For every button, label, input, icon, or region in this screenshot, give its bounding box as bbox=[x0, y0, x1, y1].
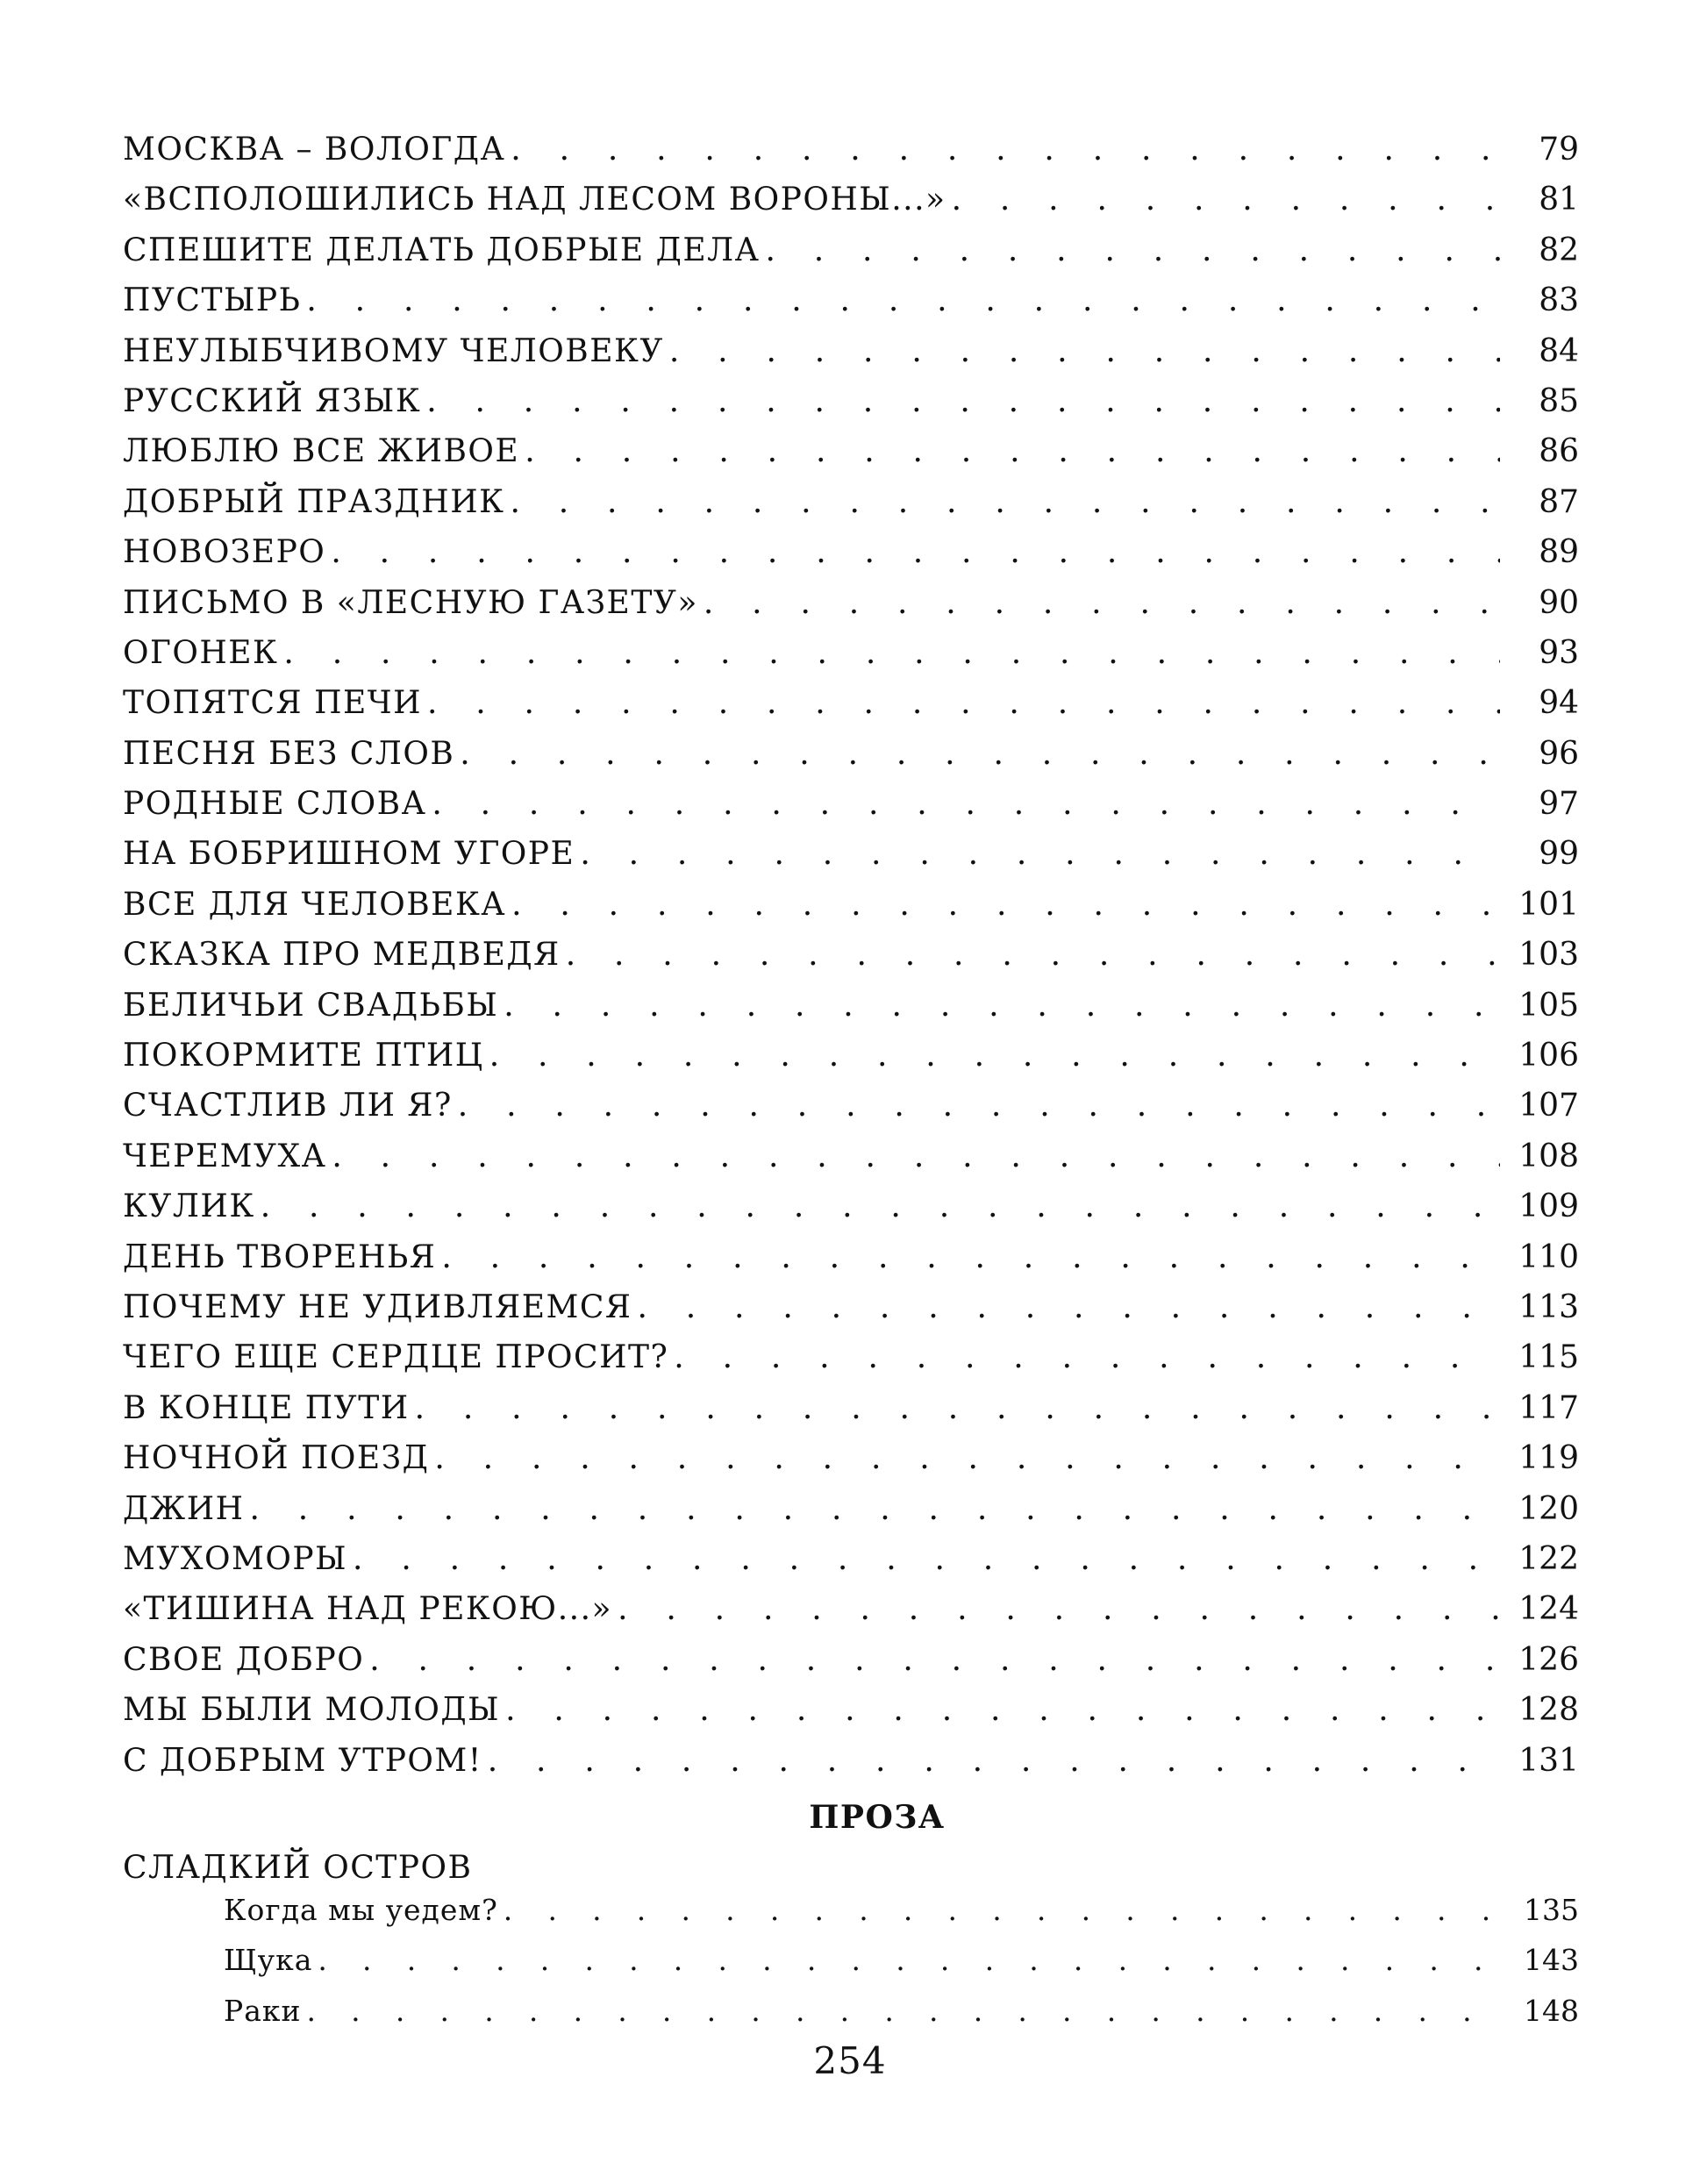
toc-entry bbox=[123, 1491, 1579, 1541]
entry-page-number: 83 bbox=[1539, 282, 1579, 319]
toc-entry bbox=[123, 484, 1579, 534]
entry-title: НЕУЛЫБЧИВОМУ ЧЕЛОВЕКУ bbox=[123, 332, 664, 369]
dot-leader bbox=[369, 1642, 1500, 1678]
entry-page-number: 143 bbox=[1524, 1943, 1579, 1978]
toc-entry bbox=[123, 232, 1579, 282]
entry-page-number: 103 bbox=[1518, 937, 1579, 974]
toc-entry bbox=[123, 1943, 1579, 1993]
entry-page-number: 90 bbox=[1539, 584, 1579, 621]
entry-title: ПЕСНЯ БЕЗ СЛОВ bbox=[123, 735, 455, 772]
toc-entry bbox=[123, 1591, 1579, 1641]
entry-title: СВОЕ ДОБРО bbox=[123, 1641, 365, 1678]
toc-entry bbox=[123, 1239, 1579, 1289]
entry-page-number: 109 bbox=[1518, 1188, 1579, 1225]
entry-page-number: 117 bbox=[1518, 1389, 1579, 1426]
entry-title: В КОНЦЕ ПУТИ bbox=[123, 1389, 410, 1426]
entry-page-number: 81 bbox=[1539, 182, 1579, 218]
toc-entry bbox=[123, 182, 1579, 232]
dot-leader bbox=[489, 1038, 1500, 1074]
entry-page-number: 87 bbox=[1539, 483, 1579, 520]
entry-page-number: 93 bbox=[1539, 634, 1579, 671]
entry-title: Когда мы уедем? bbox=[224, 1892, 498, 1927]
dot-leader bbox=[331, 534, 1500, 570]
dot-leader bbox=[704, 585, 1500, 621]
entry-title: СКАЗКА ПРО МЕДВЕДЯ bbox=[123, 937, 561, 974]
entry-title: ЧЕГО ЕЩЕ СЕРДЦЕ ПРОСИТ? bbox=[123, 1339, 669, 1376]
entry-page-number: 108 bbox=[1518, 1138, 1579, 1174]
entry-title: ДЕНЬ ТВОРЕНЬЯ bbox=[123, 1238, 437, 1275]
toc-list bbox=[123, 132, 1579, 1793]
toc-entry bbox=[123, 1692, 1579, 1742]
entry-page-number: 131 bbox=[1518, 1742, 1579, 1779]
toc-entry bbox=[123, 1994, 1579, 2044]
dot-leader bbox=[426, 383, 1500, 419]
dot-leader bbox=[306, 282, 1500, 318]
dot-leader bbox=[511, 887, 1500, 923]
entry-page-number: 84 bbox=[1539, 332, 1579, 369]
entry-page-number: 94 bbox=[1539, 685, 1579, 722]
dot-leader bbox=[250, 1491, 1500, 1527]
entry-title: МУХОМОРЫ bbox=[123, 1540, 348, 1577]
entry-page-number: 97 bbox=[1539, 786, 1579, 823]
entry-page-number: 79 bbox=[1539, 132, 1579, 168]
entry-title: ТОПЯТСЯ ПЕЧИ bbox=[123, 685, 422, 722]
table-of-contents bbox=[123, 132, 1579, 2044]
page-number: 254 bbox=[813, 2039, 887, 2082]
entry-page-number: 128 bbox=[1518, 1692, 1579, 1729]
toc-entry bbox=[123, 1440, 1579, 1490]
toc-entry bbox=[123, 1289, 1579, 1339]
toc-entry bbox=[123, 988, 1579, 1038]
entry-page-number: 110 bbox=[1518, 1238, 1579, 1275]
dot-leader bbox=[669, 333, 1500, 369]
dot-leader bbox=[283, 635, 1500, 671]
dot-leader bbox=[504, 1893, 1500, 1927]
dot-leader bbox=[952, 182, 1500, 218]
entry-title: «ТИШИНА НАД РЕКОЮ...» bbox=[123, 1591, 613, 1628]
entry-title: НОВОЗЕРО bbox=[123, 534, 326, 571]
entry-title: РОДНЫЕ СЛОВА bbox=[123, 786, 427, 823]
dot-leader bbox=[511, 132, 1500, 168]
toc-entry bbox=[123, 1642, 1579, 1692]
dot-leader bbox=[434, 1440, 1500, 1476]
toc-entry bbox=[123, 635, 1579, 685]
dot-leader bbox=[432, 786, 1500, 822]
group-title: СЛАДКИЙ ОСТРОВ bbox=[123, 1849, 473, 1886]
entry-title: С ДОБРЫМ УТРОМ! bbox=[123, 1742, 482, 1779]
toc-entry bbox=[123, 1138, 1579, 1188]
toc-entry bbox=[123, 1743, 1579, 1793]
toc-entry bbox=[123, 1893, 1579, 1943]
entry-page-number: 82 bbox=[1539, 232, 1579, 268]
dot-leader bbox=[674, 1339, 1500, 1375]
entry-title: РУССКИЙ ЯЗЫК bbox=[123, 382, 422, 419]
entry-page-number: 120 bbox=[1518, 1490, 1579, 1527]
entry-page-number: 126 bbox=[1518, 1641, 1579, 1678]
entry-title: НА БОБРИШНОМ УГОРЕ bbox=[123, 836, 575, 873]
entry-title: СПЕШИТЕ ДЕЛАТЬ ДОБРЫЕ ДЕЛА bbox=[123, 232, 761, 268]
entry-page-number: 119 bbox=[1518, 1440, 1579, 1477]
entry-title: ЛЮБЛЮ ВСЕ ЖИВОЕ bbox=[123, 433, 520, 470]
toc-entry bbox=[123, 1541, 1579, 1591]
entry-title: ОГОНЕК bbox=[123, 634, 279, 671]
toc-entry bbox=[123, 887, 1579, 937]
entry-page-number: 101 bbox=[1518, 886, 1579, 923]
dot-leader bbox=[318, 1943, 1500, 1977]
toc-entry bbox=[123, 786, 1579, 836]
toc-entry bbox=[123, 1088, 1579, 1138]
dot-leader bbox=[525, 433, 1500, 469]
entry-page-number: 113 bbox=[1518, 1288, 1579, 1325]
entry-page-number: 85 bbox=[1539, 382, 1579, 419]
dot-leader bbox=[458, 1088, 1500, 1124]
entry-title: ВСЕ ДЛЯ ЧЕЛОВЕКА bbox=[123, 886, 507, 923]
dot-leader bbox=[415, 1390, 1500, 1426]
toc-entry bbox=[123, 836, 1579, 886]
entry-title: НОЧНОЙ ПОЕЗД bbox=[123, 1440, 430, 1477]
toc-entry bbox=[123, 1390, 1579, 1440]
entry-title: МОСКВА – ВОЛОГДА bbox=[123, 132, 506, 168]
entry-title: ПУСТЫРЬ bbox=[123, 282, 302, 319]
toc-entry bbox=[123, 1038, 1579, 1088]
dot-leader bbox=[580, 836, 1500, 872]
toc-entry bbox=[123, 736, 1579, 786]
dot-leader bbox=[261, 1188, 1500, 1224]
entry-page-number: 135 bbox=[1524, 1892, 1579, 1927]
entry-page-number: 105 bbox=[1518, 987, 1579, 1024]
toc-entry bbox=[123, 1339, 1579, 1389]
entry-title: КУЛИК bbox=[123, 1188, 255, 1225]
entry-title: Щука bbox=[224, 1943, 313, 1978]
dot-leader bbox=[765, 232, 1500, 268]
entry-title: ПОКОРМИТЕ ПТИЦ bbox=[123, 1038, 484, 1074]
entry-page-number: 148 bbox=[1524, 1993, 1579, 2028]
entry-title: Раки bbox=[224, 1993, 302, 2028]
entry-page-number: 99 bbox=[1539, 836, 1579, 873]
dot-leader bbox=[353, 1541, 1500, 1577]
toc-entry bbox=[123, 937, 1579, 987]
dot-leader bbox=[504, 988, 1500, 1024]
dot-leader bbox=[505, 1692, 1500, 1728]
dot-leader bbox=[427, 685, 1500, 721]
toc-entry bbox=[123, 132, 1579, 182]
entry-page-number: 115 bbox=[1518, 1339, 1579, 1376]
section-heading: ПРОЗА bbox=[809, 1798, 946, 1836]
toc-entry bbox=[123, 585, 1579, 635]
toc-entry bbox=[123, 685, 1579, 735]
entry-page-number: 106 bbox=[1518, 1038, 1579, 1074]
dot-leader bbox=[332, 1138, 1500, 1174]
entry-page-number: 86 bbox=[1539, 433, 1579, 470]
dot-leader bbox=[618, 1591, 1500, 1627]
entry-title: БЕЛИЧЬИ СВАДЬБЫ bbox=[123, 987, 499, 1024]
dot-leader bbox=[307, 1994, 1501, 2028]
toc-entry bbox=[123, 333, 1579, 383]
entry-title: ПИСЬМО В «ЛЕСНУЮ ГАЗЕТУ» bbox=[123, 584, 698, 621]
entry-title: ПОЧЕМУ НЕ УДИВЛЯЕМСЯ bbox=[123, 1288, 632, 1325]
toc-entry bbox=[123, 534, 1579, 584]
entry-page-number: 89 bbox=[1539, 534, 1579, 571]
entry-title: МЫ БЫЛИ МОЛОДЫ bbox=[123, 1692, 501, 1729]
dot-leader bbox=[460, 736, 1500, 772]
entry-title: ДЖИН bbox=[123, 1490, 245, 1527]
dot-leader bbox=[637, 1289, 1500, 1325]
entry-title: СЧАСТЛИВ ЛИ Я? bbox=[123, 1088, 453, 1124]
toc-entry bbox=[123, 433, 1579, 483]
entry-title: ДОБРЫЙ ПРАЗДНИК bbox=[123, 483, 505, 520]
toc-entry bbox=[123, 383, 1579, 433]
entry-title: «ВСПОЛОШИЛИСЬ НАД ЛЕСОМ ВОРОНЫ...» bbox=[123, 182, 946, 218]
dot-leader bbox=[566, 937, 1500, 973]
dot-leader bbox=[488, 1743, 1500, 1779]
entry-page-number: 122 bbox=[1518, 1540, 1579, 1577]
dot-leader bbox=[441, 1239, 1500, 1275]
sub-entry-list bbox=[123, 1893, 1579, 2044]
toc-entry bbox=[123, 282, 1579, 332]
dot-leader bbox=[510, 484, 1500, 520]
entry-page-number: 124 bbox=[1518, 1591, 1579, 1628]
entry-page-number: 96 bbox=[1539, 735, 1579, 772]
entry-title: ЧЕРЕМУХА bbox=[123, 1138, 327, 1174]
entry-page-number: 107 bbox=[1518, 1088, 1579, 1124]
toc-entry bbox=[123, 1188, 1579, 1238]
